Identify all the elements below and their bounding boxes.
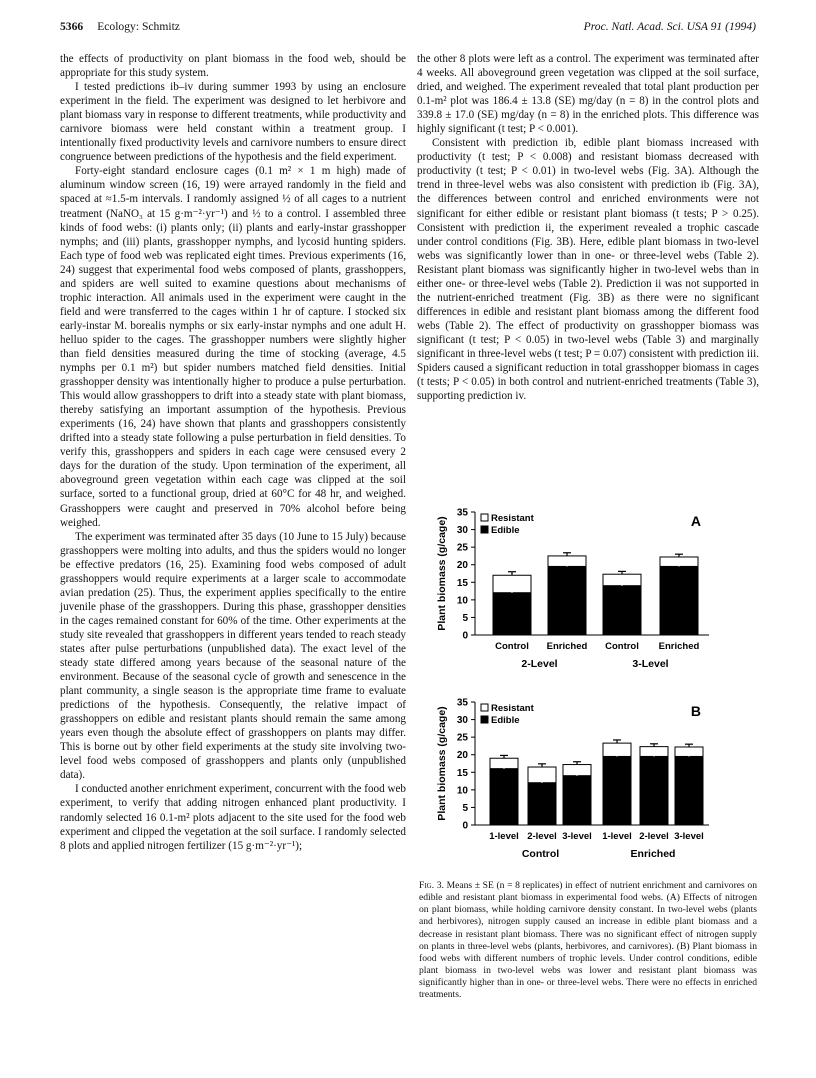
left-text-column bbox=[60, 52, 406, 853]
y-tick-label: 25 bbox=[456, 542, 468, 554]
running-header-left bbox=[60, 20, 180, 33]
y-tick-label: 35 bbox=[456, 507, 468, 519]
x-tick-label: 1-level bbox=[602, 831, 632, 842]
x-tick-label: Enriched bbox=[546, 641, 588, 652]
paragraph: I conducted another enrichment experiment, concurrent with the food web experiment, to verify that adding nitrogen enhanced plant productivity. I randomly selected 16 0.1-m² plots adjacent to the site used for the food web experiment and clipped the vegetation at the soil surface. I randomly selected 8 plots and applied nitrogen fertilizer (15 g·m⁻²·yr⁻¹); bbox=[60, 783, 406, 852]
y-tick-label: 35 bbox=[456, 697, 468, 709]
x-group-label: 3-Level bbox=[632, 658, 669, 670]
legend-swatch bbox=[481, 704, 488, 711]
bar-edible bbox=[528, 783, 556, 825]
x-tick-label: 1-level bbox=[489, 831, 519, 842]
legend-swatch bbox=[481, 514, 488, 521]
legend-label: Edible bbox=[491, 715, 520, 726]
journal-citation: Proc. Natl. Acad. Sci. USA 91 (1994) bbox=[583, 20, 756, 33]
bar-edible bbox=[490, 769, 518, 825]
panel-label: A bbox=[690, 513, 701, 529]
caption-text: Means ± SE (n = 8 replicates) in effect of nutrient enrichment and carnivores on edible and resistant plant biomass in experimental food webs. (A) Effects of nitrogen on plant biomass, while holding carnivore density constant. In two-level webs (plants and herbivores), nitrogen supply caused an increase in edible plant biomass and a decrease in resistant plant biomass. There was no significant effect of nitrogen supply on plants in three-level webs (plants, herbivores, and carnivores). (B) Plant biomass in food webs with different numbers of trophic levels. Under control conditions, edible plant biomass in two-level webs was lower and resistant plant biomass was significantly higher than in one- or three-level webs. There were no effects in enriched treatments. bbox=[419, 880, 757, 1001]
bar-edible bbox=[563, 776, 591, 825]
figure-3b bbox=[417, 690, 759, 870]
y-tick-label: 5 bbox=[462, 802, 468, 814]
section-title: Ecology: Schmitz bbox=[97, 20, 180, 33]
paragraph: the other 8 plots were left as a control. The experiment was terminated after 4 weeks. All aboveground green vegetation was clipped at the soil surface, dried, and weighed. The experiment revealed that total plant production per 0.1-m² plot was 186.4 ± 13.8 (SE) mg/day (n = 8) in the control plots and 339.8 ± 17.0 (SE) mg/day (n = 8) in the enriched plots. This difference was highly significant (t test; P < 0.001). bbox=[417, 53, 759, 136]
y-tick-label: 15 bbox=[456, 577, 468, 589]
x-tick-label: 3-level bbox=[674, 831, 704, 842]
x-tick-label: 2-level bbox=[639, 831, 669, 842]
bar-edible bbox=[675, 756, 703, 825]
x-tick-label: 2-level bbox=[527, 831, 557, 842]
y-tick-label: 15 bbox=[456, 767, 468, 779]
chart-panel-b bbox=[417, 690, 759, 870]
y-tick-label: 30 bbox=[456, 525, 468, 537]
bar-edible bbox=[640, 756, 668, 825]
x-group-label: Control bbox=[521, 848, 560, 860]
x-tick-label: 3-level bbox=[562, 831, 592, 842]
page-number: 5366 bbox=[60, 20, 84, 33]
bar-edible bbox=[660, 566, 698, 635]
y-axis-label: Plant biomass (g/cage) bbox=[436, 706, 448, 821]
bar-edible bbox=[603, 586, 641, 635]
legend-label: Edible bbox=[491, 525, 520, 536]
x-tick-label: Control bbox=[495, 641, 529, 652]
bar-edible bbox=[548, 566, 586, 635]
paragraph: The experiment was terminated after 35 days (10 June to 15 July) because grasshoppers were molting into adults, and thus the spiders would no longer be effective predators (16, 25). Examining food webs composed of adult grasshoppers would require experiments at a larger scale to accommodate avian predation (25). Thus, the experiment applies specifically to the entire juvenile phase of the grasshoppers. During this phase, grasshopper densities in the cages remained constant for 60% of the time. Other experiments at the study site revealed that grasshoppers in different years tended to reach steady states after pulse perturbations (unpublished data). The exact level of the steady state differed among years because of the seasonal nature of the environment. Because of the seasonal cycle of growth and senescence in the plant community, a single season is the appropriate time frame to evaluate predictions of the hypothesis. Consequently, the relative impact of grasshoppers on edible and resistant plants should remain the same among years even though the absolute effect of grasshoppers on plants may differ. This is borne out by other field experiments at the study site involving two-level food webs composed of grasshoppers and plants only (unpublished data). bbox=[60, 530, 406, 782]
paragraph: Forty-eight standard enclosure cages (0.1 m² × 1 m high) made of aluminum window screen (16, 19) were arrayed randomly in the field and spaced at ≈1.5-m intervals. I randomly assigned ½ of all cages to a nutrient treatment (NaNO₃ at 15 g·m⁻²·yr⁻¹) and ½ to a control. I assembled three kinds of food webs: (i) plants only; (ii) plants and early-instar grasshopper nymphs; and (iii) plants, grasshopper nymphs, and lycosid hunting spiders. Each type of food web was replicated eight times. Previous experiments (16, 24) suggest that experimental food webs composed of plants, grasshoppers, and spiders are well suited to examine questions about mechanisms of trophic interaction. All animals used in the experiment were caught in the field and were transferred to the cages within 1 hr of capture. I stocked six early-instar M. borealis nymphs or six early-instar nymphs and one adult H. helluo spider to the cages. The grasshopper numbers were slightly higher than field densities measured during the time of stocking (average, 4.5 nymphs per 0.1 m²) but spider numbers matched field densities. Initial grasshopper density was intentionally higher to produce a pulse perturbation. This would allow grasshoppers to drift into a steady state with plant biomass, thereby satisfying an important assumption of the hypothesis. Previous experiments (16, 24) have shown that plants and grasshoppers consistently drifted into a steady state following a pulse perturbation in field densities. To verify this, grasshoppers and spiders in each cage were censused every 2 days for the duration of the study. Upon termination of the experiment, all aboveground green vegetation within each cage was clipped at the soil surface, sorted to a functional group, dried at 60°C for 48 hr, and weighed. Grasshoppers were caught and preserved in 70% alcohol before being weighed. bbox=[60, 165, 406, 529]
y-tick-label: 25 bbox=[456, 732, 468, 744]
x-group-label: 2-Level bbox=[521, 658, 558, 670]
paragraph: Consistent with prediction ib, edible plant biomass increased with productivity (t test; P < 0.008) and resistant biomass decreased with productivity (t test; P < 0.01) in two-level webs (Fig. 3A). Although the trend in three-level webs was also consistent with prediction ib (Fig. 3A), the differences between control and enriched environments were not significant for either edible or resistant plant biomass (t tests; P > 0.25). Consistent with prediction ii, the experiment revealed a trophic cascade under control conditions (Fig. 3B). Here, edible plant biomass in two-level webs was significantly lower than in one- or three-level webs (Table 2). Resistant plant biomass was significantly higher in two-level webs than in either one- or three-level webs (Table 2). Prediction ii was not supported in the nutrient-enriched treatment (Fig. 3B) as there were no significant differences in edible and resistant plant biomass among the different food webs (Table 2). The effect of productivity on grasshopper biomass was significant (t test; P < 0.05) in two-level webs (Table 3) and marginally significant in three-level webs (t test; P = 0.07) consistent with prediction iii. Spiders caused a significant reduction in total grasshopper biomass in cages (t tests; P < 0.05) in both control and nutrient-enriched treatments (Table 3), supporting prediction iv. bbox=[417, 137, 759, 403]
figure-caption bbox=[419, 880, 757, 1002]
y-tick-label: 0 bbox=[462, 630, 468, 642]
bar-edible bbox=[493, 593, 531, 635]
y-tick-label: 5 bbox=[462, 612, 468, 624]
y-tick-label: 10 bbox=[456, 785, 468, 797]
y-tick-label: 20 bbox=[456, 560, 468, 572]
chart-panel-a bbox=[417, 500, 759, 680]
legend-swatch bbox=[481, 526, 488, 533]
y-tick-label: 10 bbox=[456, 595, 468, 607]
paragraph: the effects of productivity on plant biomass in the food web, should be appropriate for this study system. bbox=[60, 53, 406, 80]
y-tick-label: 0 bbox=[462, 820, 468, 832]
right-text-column bbox=[417, 52, 759, 403]
bar-edible bbox=[603, 756, 631, 825]
x-group-label: Enriched bbox=[630, 848, 676, 860]
y-axis-label: Plant biomass (g/cage) bbox=[436, 516, 448, 631]
x-tick-label: Enriched bbox=[658, 641, 700, 652]
legend-label: Resistant bbox=[491, 703, 534, 714]
figure-3a bbox=[417, 500, 759, 680]
panel-label: B bbox=[690, 703, 701, 719]
caption-label: Fig. 3. bbox=[419, 880, 444, 891]
y-tick-label: 30 bbox=[456, 715, 468, 727]
paragraph: I tested predictions ib–iv during summer 1993 by using an enclosure experiment in the field. The experiment was designed to let herbivore and plant biomass vary in response to different treatments, while productivity and carnivore biomass were held constant within a treatment group. I intentionally fixed productivity levels and carnivore numbers to ensure direct congruence between predictions of the hypothesis and the field experiment. bbox=[60, 81, 406, 164]
legend-swatch bbox=[481, 716, 488, 723]
legend-label: Resistant bbox=[491, 513, 534, 524]
y-tick-label: 20 bbox=[456, 750, 468, 762]
x-tick-label: Control bbox=[605, 641, 639, 652]
